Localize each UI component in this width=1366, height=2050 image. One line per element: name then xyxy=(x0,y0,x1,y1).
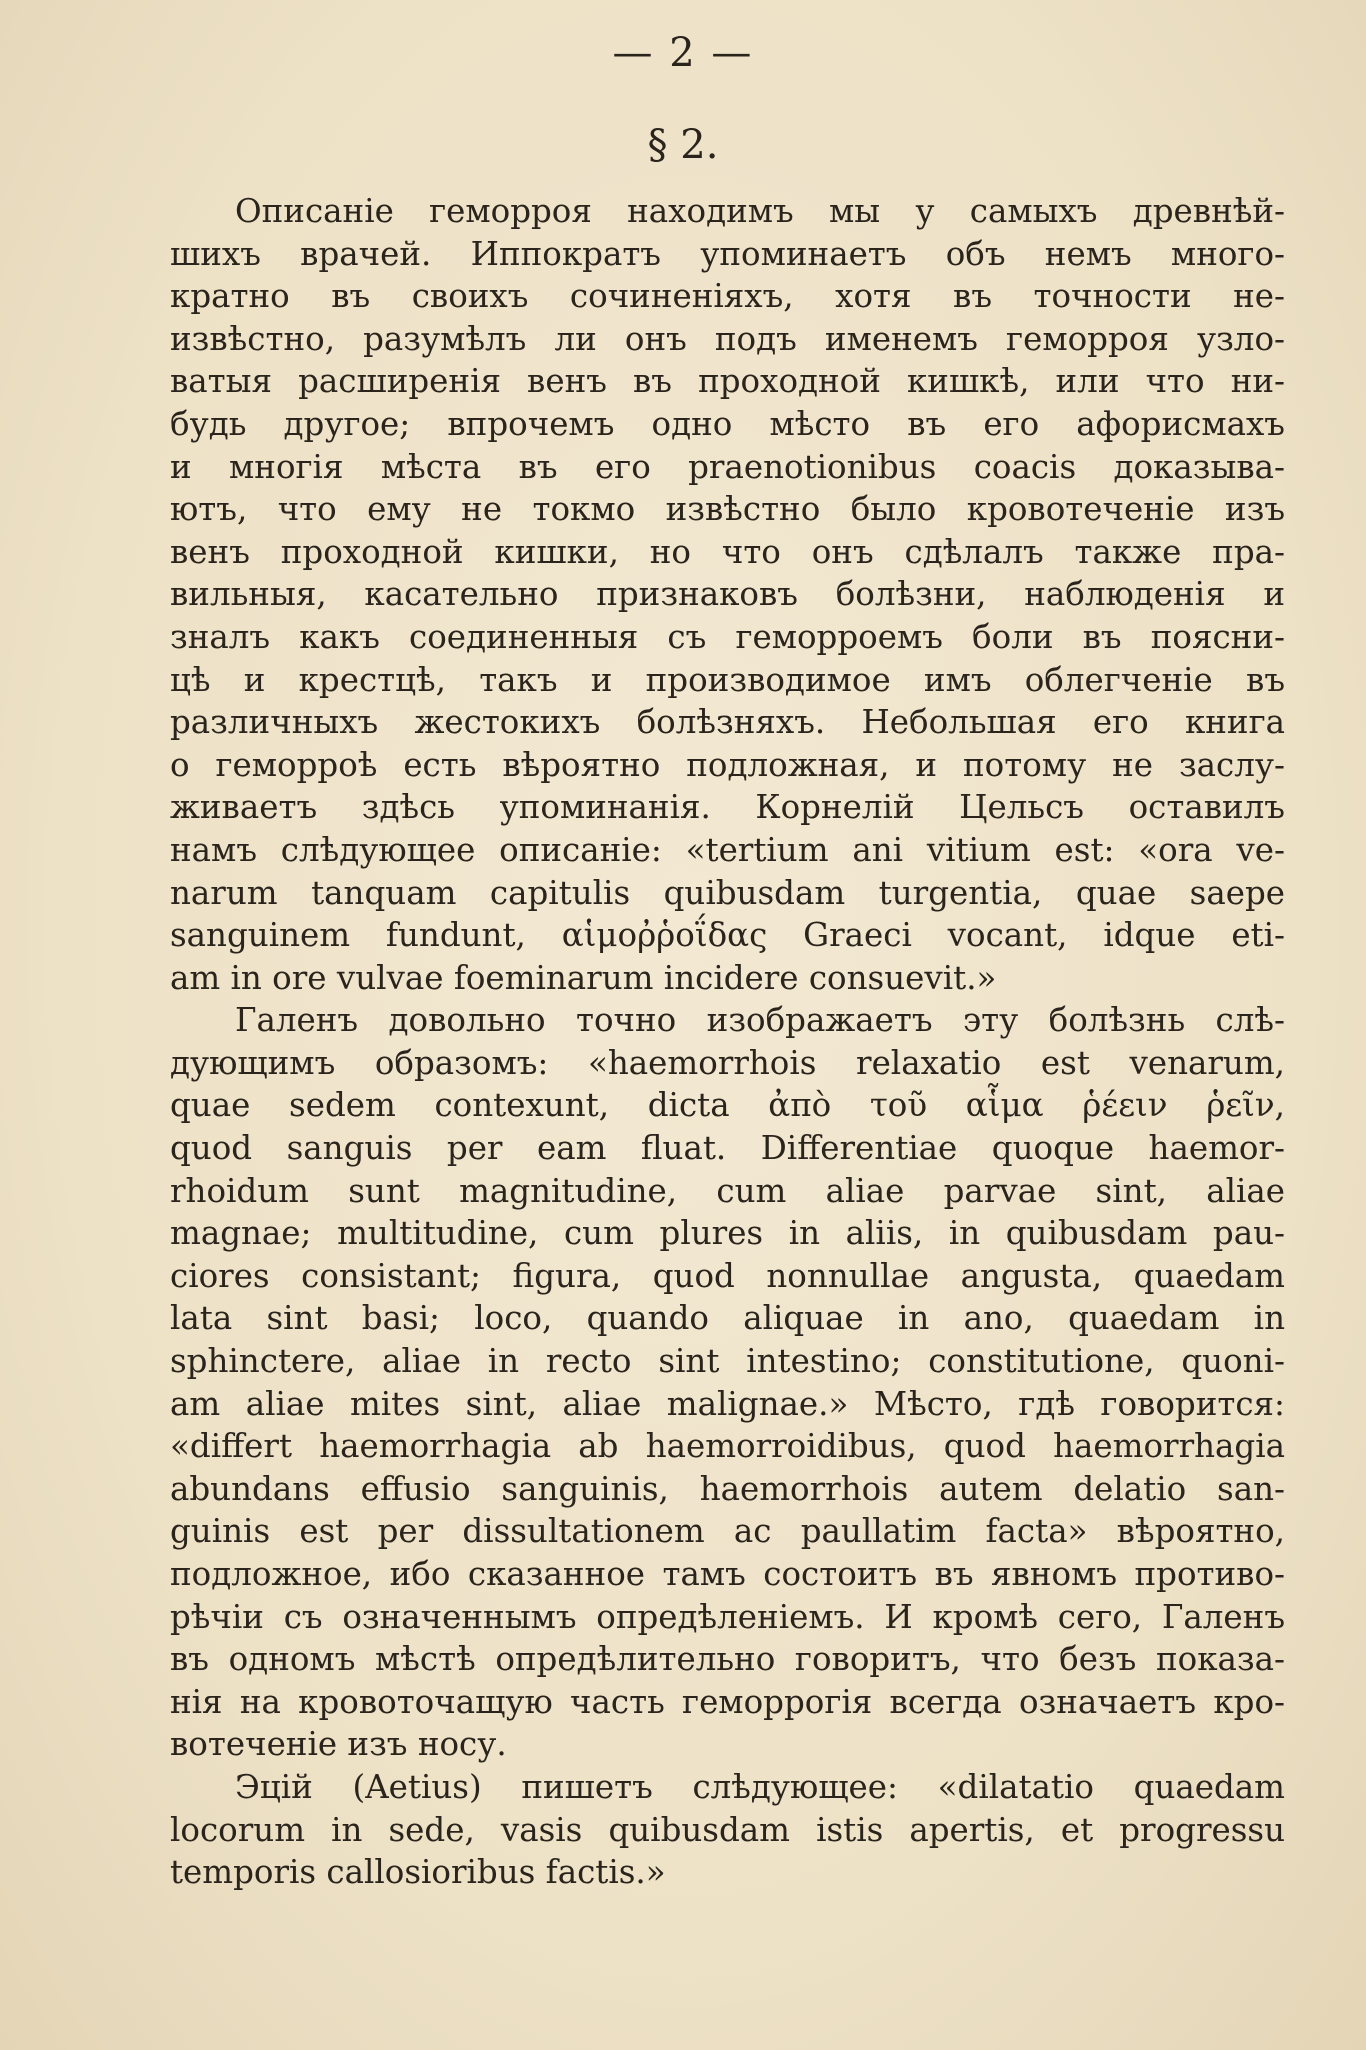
text-line: ютъ, что ему не токмо извѣстно было кровотеченіе изъ xyxy=(170,490,1285,529)
text-line: narum tanquam capitulis quibusdam turgentia, quae saepe xyxy=(170,873,1285,912)
text-line: guinis est per dissultationem ac paullatim facta» вѣроятно, xyxy=(170,1512,1285,1551)
text-line: кратно въ своихъ сочиненіяхъ, хотя въ точности не- xyxy=(170,277,1285,316)
text-line: подложное, ибо сказанное тамъ состоитъ въ явномъ противо- xyxy=(170,1555,1285,1593)
text-line: abundans effusio sanguinis, haemorrhois autem delatio san- xyxy=(170,1469,1285,1508)
text-line: temporis callosioribus factis.» xyxy=(170,1853,666,1892)
text-line: quae sedem contexunt, dicta ἀπὸ τοῦ αἷμα ῥέειν ῥεῖν, xyxy=(170,1086,1285,1125)
text-line: шихъ врачей. Иппократъ упоминаетъ объ немъ много- xyxy=(170,234,1285,273)
text-line: нія на кровоточащую часть геморрогія всегда означаетъ кро- xyxy=(170,1682,1285,1721)
text-line: Описаніе геморроя находимъ мы у самыхъ древнѣй- xyxy=(235,192,1285,230)
text-line: извѣстно, разумѣлъ ли онъ подъ именемъ геморроя узло- xyxy=(170,319,1285,358)
body-text xyxy=(170,190,1285,1894)
section-heading: § 2. xyxy=(647,122,719,168)
text-line: ciores consistant; figura, quod nonnullae angusta, quaedam xyxy=(170,1256,1285,1295)
text-line: Эцій (Aetius) пишетъ слѣдующее: «dilatatio quaedam xyxy=(235,1767,1285,1806)
page-number: — 2 — xyxy=(612,30,754,76)
text-line: различныхъ жестокихъ болѣзняхъ. Небольшая его книга xyxy=(170,703,1285,742)
text-line: въ одномъ мѣстѣ опредѣлительно говоритъ, что безъ показа- xyxy=(170,1640,1285,1679)
text-line: locorum in sede, vasis quibusdam istis apertis, et progressu xyxy=(170,1810,1285,1849)
text-line: живаетъ здѣсь упоминанія. Корнелій Цельсъ оставилъ xyxy=(170,788,1285,827)
text-line: lata sint basi; loco, quando aliquae in ano, quaedam in xyxy=(170,1299,1285,1338)
text-line: sanguinem fundunt, αἱμοῤῥοΐδας Graeci vocant, idque eti- xyxy=(170,916,1285,955)
text-line: дующимъ образомъ: «haemorrhois relaxatio est venarum, xyxy=(170,1043,1285,1082)
text-line: am in ore vulvae foeminarum incidere consuevit.» xyxy=(170,958,997,997)
text-line: будь другое; впрочемъ одно мѣсто въ его афорисмахъ xyxy=(170,404,1285,443)
text-line: о геморроѣ есть вѣроятно подложная, и потому не заслу- xyxy=(170,745,1285,784)
text-line: magnae; multitudine, cum plures in aliis, in quibusdam pau- xyxy=(170,1214,1285,1253)
text-line: am aliae mites sint, aliae malignae.» Мѣсто, гдѣ говорится: xyxy=(170,1384,1285,1423)
text-line: венъ проходной кишки, но что онъ сдѣлалъ также пра- xyxy=(170,532,1285,571)
text-line: и многія мѣста въ его praenotionibus coacis доказыва- xyxy=(170,447,1285,486)
text-line: вотеченіе изъ носу. xyxy=(170,1725,507,1764)
text-line: rhoidum sunt magnitudine, cum aliae parvae sint, aliae xyxy=(170,1171,1285,1210)
text-line: вильныя, касательно признаковъ болѣзни, наблюденія и xyxy=(170,575,1285,614)
text-line: sphinctere, aliae in recto sint intestino; constitutione, quoni- xyxy=(170,1342,1285,1381)
text-line: намъ слѣдующее описаніе: «tertium ani vitium est: «ora ve- xyxy=(170,830,1285,869)
text-line: зналъ какъ соединенныя съ геморроемъ боли въ поясни- xyxy=(170,617,1285,656)
text-line: ватыя расширенія венъ въ проходной кишкѣ, или что ни- xyxy=(170,362,1285,401)
text-line: «differt haemorrhagia ab haemorroidibus, quod haemorrhagia xyxy=(170,1427,1285,1466)
text-line: рѣчіи съ означеннымъ опредѣленіемъ. И кромѣ сего, Галенъ xyxy=(170,1597,1285,1636)
text-line: цѣ и крестцѣ, такъ и производимое имъ облегченіе въ xyxy=(170,660,1285,699)
text-line: quod sanguis per eam fluat. Differentiae quoque haemor- xyxy=(170,1129,1285,1168)
text-line: Галенъ довольно точно изображаетъ эту болѣзнь слѣ- xyxy=(235,1001,1285,1040)
